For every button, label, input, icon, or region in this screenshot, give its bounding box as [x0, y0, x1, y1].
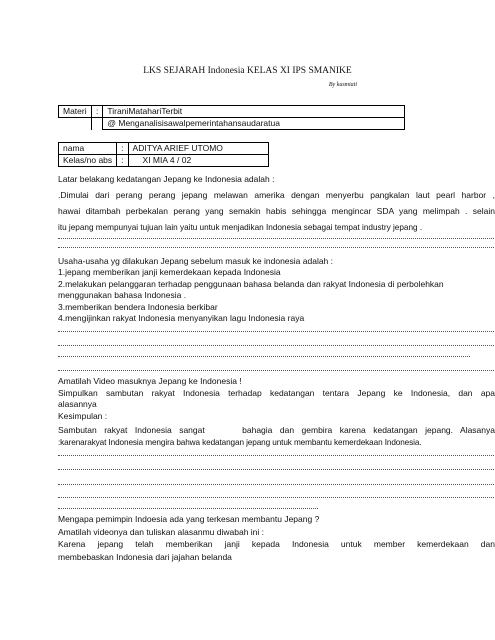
- q1-answer-line: itu jepang mempunyai tujuan lain yaitu untuk menjadikan Indonesia sebagai tempat industry jepang .: [58, 223, 423, 232]
- answer-dotted-line: [58, 508, 318, 510]
- answer-dotted-line: [58, 469, 495, 471]
- q3-heading: Amatilah Video masuknya Jepang ke Indonesia !: [58, 376, 242, 386]
- q2-question: Usaha-usaha yg dilakukan Jepang sebelum masuk ke indonesia adalah :: [58, 256, 334, 266]
- q2-item: menggunakan bahasa Indonesia .: [58, 290, 187, 300]
- q2-item: 1.jepang memberikan janji kemerdekaan kepada Indonesia: [58, 267, 281, 277]
- q3-prompt-line: alasannya: [58, 399, 97, 409]
- answer-dotted-line: [58, 497, 495, 499]
- class-separator: :: [117, 155, 128, 167]
- name-value: ADITYA ARIEF UTOMO: [128, 143, 268, 155]
- q1-question: Latar belakang kedatangan Jepang ke Indonesia adalah :: [58, 174, 275, 184]
- class-value: XI MIA 4 / 02: [128, 155, 268, 167]
- q1-answer-line: .Dimulai dari perang perang jepang melawan amerika dengan menyerbu pangkalan laut pearl harbor ,: [58, 190, 495, 200]
- materi-table: [58, 105, 405, 130]
- name-separator: :: [117, 143, 128, 155]
- answer-dotted-line: [58, 370, 495, 372]
- answer-dotted-line: [58, 331, 495, 333]
- q4-question: Mengapa pemimpin Indoesia ada yang terkesan membantu Jepang ?: [58, 514, 320, 524]
- answer-dotted-line: [58, 356, 470, 358]
- answer-dotted-line: [58, 484, 495, 486]
- q3-conclusion-label: Kesimpulan :: [58, 411, 108, 421]
- q4-answer-line: Karena jepang telah memberikan janji kepada Indonesia untuk member kemerdekaan dan: [58, 539, 495, 549]
- materi-separator: :: [92, 106, 103, 118]
- answer-dotted-line: [58, 345, 495, 347]
- answer-dotted-line: [58, 455, 495, 457]
- materi-label: Materi: [59, 106, 92, 118]
- q4-instruction: Amatilah videonya dan tuliskan alasanmu diwabah ini :: [58, 527, 265, 537]
- answer-dotted-line: [58, 238, 495, 240]
- worksheet-title: LKS SEJARAH Indonesia KELAS XI IPS SMANIKE: [143, 66, 352, 76]
- q2-item: 2.melakukan pelanggaran terhadap penggunaan bahasa belanda dan rakyat Indonesia di perbolehkan: [58, 279, 444, 289]
- q3-prompt-line: Simpulkan sambutan rakyat Indonesia terhadap kedatangan tentara Jepang ke Indonesia, dan apa: [58, 388, 495, 398]
- q3-answer-line: Sambutan rakyat Indonesia sangat bahagia dan gembira karena kedatangan jepang. Alasanya: [58, 425, 495, 435]
- q4-answer-line: membebaskan Indonesia dari jajahan belanda: [58, 552, 232, 562]
- q1-answer-line: hawai ditambah perbekalan perang yang semakin habis sehingga mengincar SDA yang melimpah . selain: [58, 206, 495, 216]
- author-byline: By kusmiati: [328, 82, 357, 88]
- answer-dotted-line: [58, 247, 495, 249]
- class-label: Kelas/no abs: [59, 155, 117, 167]
- q3-answer-line: :karenarakyat Indonesia mengira bahwa kedatangan jepang untuk membantu kemerdekaan Indonesia.: [58, 438, 422, 447]
- q2-item: 4.mengijinkan rakyat Indonesia menyanyikan lagu Indonesia raya: [58, 313, 305, 323]
- identity-table: [58, 142, 269, 167]
- name-label: nama: [59, 143, 117, 155]
- materi-subtopic: @ Menganalisisawalpemerintahansaudaratua: [103, 118, 405, 130]
- q2-item: 3.memberikan bendera Indonesia berkibar: [58, 302, 218, 312]
- materi-topic: TiraniMatahariTerbit: [103, 106, 405, 118]
